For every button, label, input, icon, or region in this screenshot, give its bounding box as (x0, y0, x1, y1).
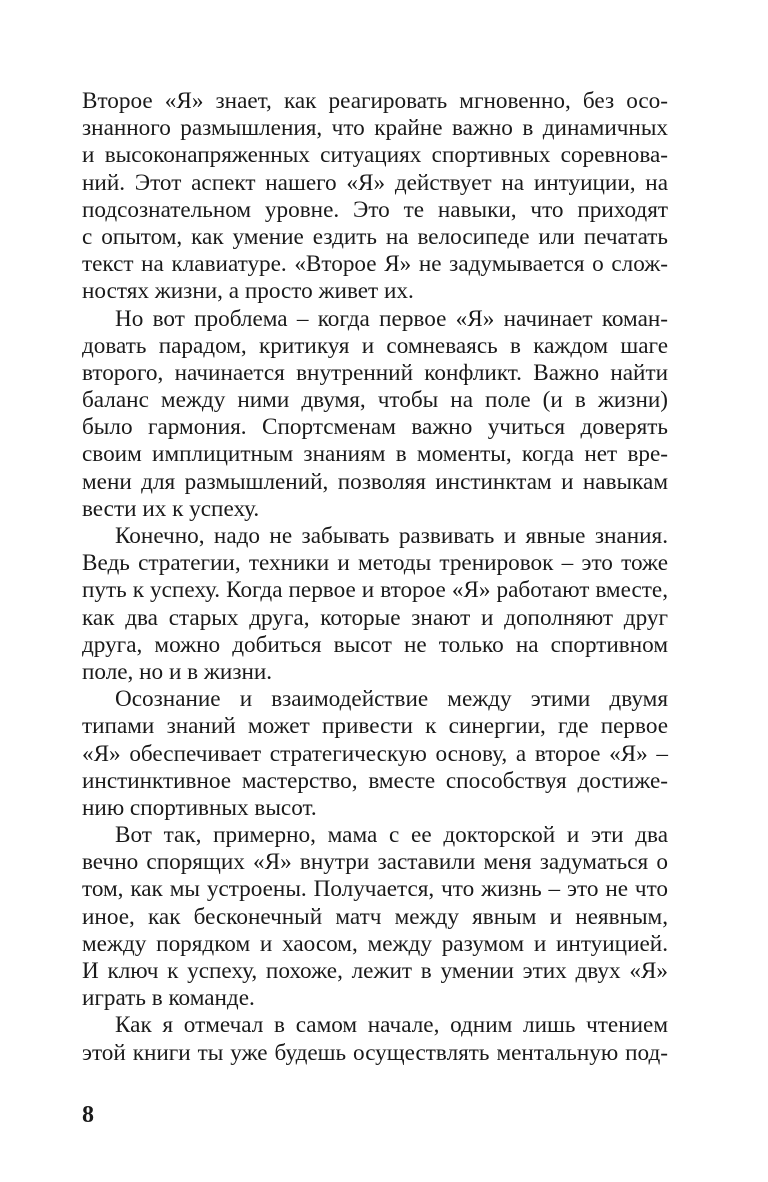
paragraph (82, 1012, 668, 1066)
text-line: как два старых друга, которые знают и дополняют друг (82, 604, 668, 631)
text-line: типами знаний может привести к синергии, где первое (82, 713, 668, 740)
text-line: Конечно, надо не забывать развивать и явные знания. (115, 523, 668, 549)
text-line: Как я отмечал в самом начале, одним лишь чтением (115, 1012, 668, 1039)
paragraph (82, 822, 668, 1012)
paragraph (82, 306, 668, 524)
text-line: второго, начинается внутренний конфликт. Важно найти (82, 359, 668, 386)
paragraph (82, 523, 668, 686)
text-line: своим имплицитным знаниям в моменты, когда нет вре- (82, 441, 668, 468)
text-line: И ключ к успеху, похоже, лежит в умении этих двух «Я» (82, 958, 668, 984)
text-line: Вот так, примерно, мама с ее докторской и эти два (115, 822, 668, 849)
text-line: между порядком и хаосом, между разумом и интуицией. (82, 930, 668, 957)
text-line: текст на клавиатуре. «Второе Я» не задумывается о слож- (82, 251, 668, 278)
text-line: ностях жизни, а просто живет их. (82, 278, 414, 305)
text-line: инстинктивное мастерство, вместе способствуя достиже- (82, 767, 668, 794)
body-text (82, 88, 668, 1067)
text-line: друга, можно добиться высот не только на спортивном (82, 631, 668, 658)
text-line: путь к успеху. Когда первое и второе «Я» работают вместе, (82, 577, 668, 604)
text-line: было гармония. Спортсменам важно учиться доверять (82, 414, 668, 441)
text-line: играть в команде. (82, 985, 255, 1012)
text-line: вести их к успеху. (82, 495, 260, 522)
text-line: том, как мы устроены. Получается, что жизнь – это не что (82, 876, 668, 903)
text-line: знанного размышления, что крайне важно в динамичных (82, 115, 668, 142)
text-line: подсознательном уровне. Это те навыки, что приходят (82, 196, 668, 223)
text-line: довать парадом, критикуя и сомневаясь в каждом шаге (82, 332, 668, 359)
text-line: баланс между ними двумя, чтобы на поле (и в жизни) (82, 387, 668, 414)
text-line: мени для размышлений, позволяя инстинктам и навыкам (82, 468, 668, 495)
paragraph (82, 88, 668, 306)
text-line: Ведь стратегии, техники и методы тренировок – это тоже (82, 550, 668, 577)
text-line: «Я» обеспечивает стратегическую основу, а второе «Я» – (82, 740, 668, 767)
text-line: нию спортивных высот. (82, 794, 317, 821)
text-line: с опытом, как умение ездить на велосипеде или печатать (82, 223, 668, 250)
page-number: 8 (82, 1102, 94, 1128)
text-line: Осознание и взаимодействие между этими двумя (115, 686, 668, 713)
text-line: ний. Этот аспект нашего «Я» действует на интуиции, на (82, 169, 668, 196)
text-line: Второе «Я» знает, как реагировать мгновенно, без осо- (82, 88, 668, 114)
text-line: вечно спорящих «Я» внутри заставили меня задуматься о (82, 849, 668, 876)
text-line: Но вот проблема – когда первое «Я» начинает коман- (115, 305, 668, 332)
text-line: иное, как бесконечный матч между явным и неявным, (82, 903, 668, 930)
text-line: этой книги ты уже будешь осуществлять ментальную под- (82, 1039, 668, 1066)
text-line: поле, но и в жизни. (82, 658, 273, 685)
text-line: и высоконапряженных ситуациях спортивных соревнова- (82, 142, 668, 169)
paragraph (82, 686, 668, 822)
